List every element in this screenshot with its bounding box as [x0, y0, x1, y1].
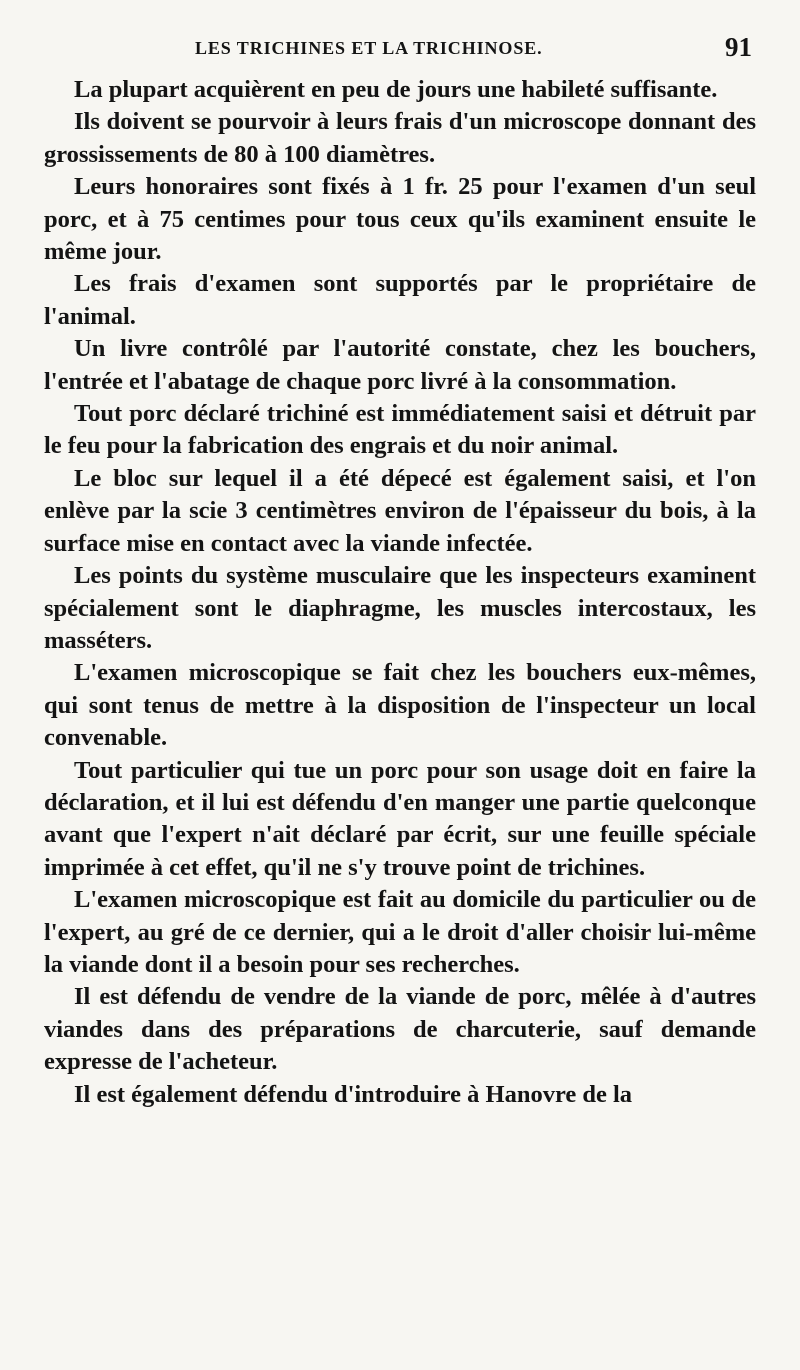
paragraph: Leurs honoraires sont fixés à 1 fr. 25 pour l'examen d'un seul porc, et à 75 centimes pour tous ceux qu'ils examinent ensuite le même jour.	[44, 173, 756, 266]
paragraph: La plupart acquièrent en peu de jours une habileté suffisante.	[74, 76, 718, 103]
body-text	[44, 74, 756, 1111]
paragraph: Tout porc déclaré trichiné est immédiatement saisi et détruit par le feu pour la fabrication des engrais et du noir animal.	[44, 400, 756, 460]
paragraph: Un livre contrôlé par l'autorité constate, chez les bouchers, l'entrée et l'abatage de chaque porc livré à la consommation.	[44, 335, 756, 395]
paragraph: Il est défendu de vendre de la viande de porc, mêlée à d'autres viandes dans des préparations de charcuterie, sauf demande expresse de l'acheteur.	[44, 983, 756, 1076]
paragraph: Tout particulier qui tue un porc pour son usage doit en faire la déclaration, et il lui est défendu d'en manger une partie quelconque avant que l'expert n'ait déclaré par écrit, sur une feuille spéciale imprimée à cet effet, qu'il ne s'y trouve point de trichines.	[44, 756, 756, 881]
running-title: LES TRICHINES ET LA TRICHINOSE.	[195, 38, 543, 58]
paragraph: Le bloc sur lequel il a été dépecé est également saisi, et l'on enlève par la scie 3 centimètres environ de l'épaisseur du bois, à la surface mise en contact avec la viande infectée.	[44, 464, 756, 557]
paragraph: L'examen microscopique se fait chez les bouchers eux-mêmes, qui sont tenus de mettre à la disposition de l'inspecteur un local convenable.	[44, 659, 756, 752]
page-header	[195, 32, 760, 68]
paragraph: Ils doivent se pourvoir à leurs frais d'un microscope donnant des grossissements de 80 à 100 diamètres.	[44, 108, 756, 168]
paragraph: Il est également défendu d'introduire à Hanovre de la	[74, 1080, 633, 1108]
paragraph: L'examen microscopique est fait au domicile du particulier ou de l'expert, au gré de ce dernier, qui a le droit d'aller choisir lui-même la viande dont il a besoin pour ses recherches.	[44, 886, 756, 978]
paragraph: Les frais d'examen sont supportés par le propriétaire de l'animal.	[44, 270, 756, 330]
paragraph: Les points du système musculaire que les inspecteurs examinent spécialement sont le diaphragme, les muscles intercostaux, les masséters.	[44, 562, 756, 654]
page-number: 91	[725, 32, 752, 62]
